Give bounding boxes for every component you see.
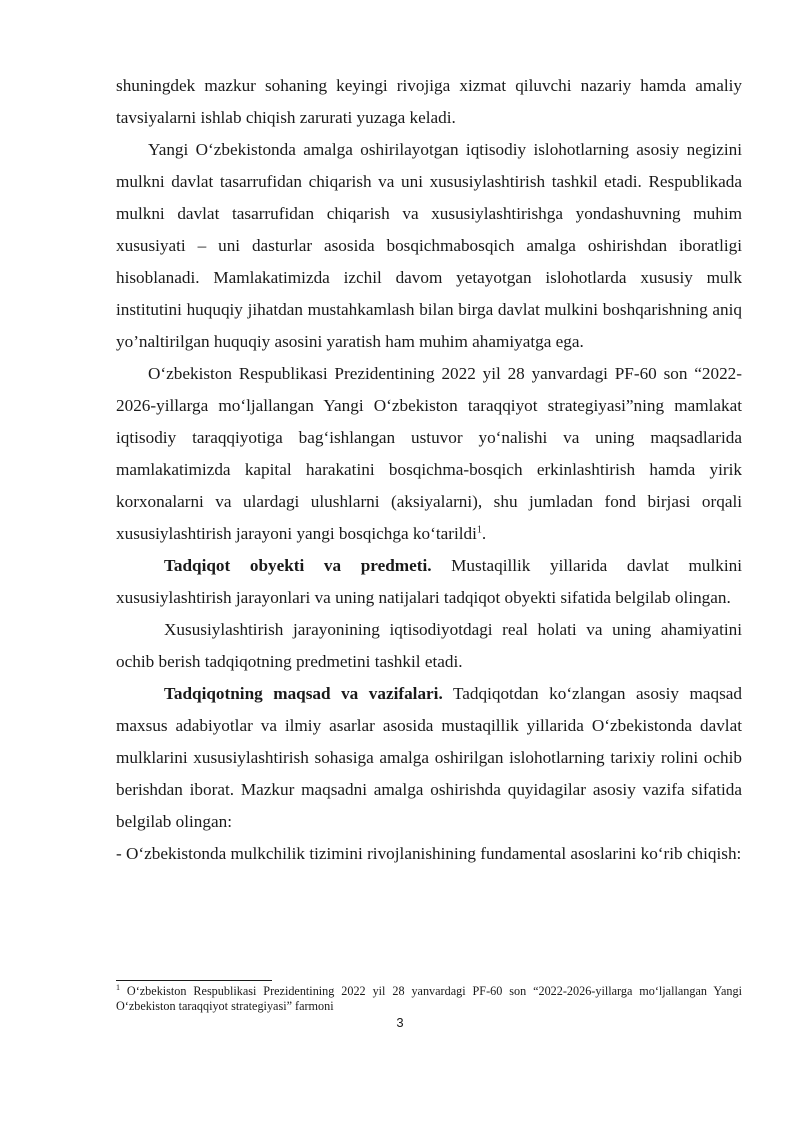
research-object-heading: Tadqiqot obyekti va predmeti. bbox=[164, 556, 432, 575]
page-number: 3 bbox=[396, 1015, 404, 1030]
paragraph-research-subject: Xususiylashtirish jarayonining iqtisodiyotdagi real holati va uning ahamiyatini ochib berish tadqiqotning predmetini tashkil etadi. bbox=[116, 620, 742, 671]
paragraph-research-object bbox=[116, 550, 742, 614]
footnote-reference[interactable]: 1 bbox=[476, 524, 482, 536]
footnote-text: O‘zbekiston Respublikasi Prezidentining 2022 yil 28 yanvardagi PF-60 son “2022-2026-yillarga mo‘ljallangan Yangi O‘zbekiston taraqqiyot strategiyasi” farmoni bbox=[116, 984, 742, 1013]
page-body bbox=[116, 70, 742, 870]
paragraph-presidential-decree-text: O‘zbekiston Respublikasi Prezidentining 2022 yil 28 yanvardagi PF-60 son “2022-2026-yillarga mo‘ljallangan Yangi O‘zbekiston taraqqiyot strategiyasi”ning mamlakat iqtisodiy taraqqiyotiga bag‘ishlangan ustuvor yo‘nalishi va uning maqsadlarida mamlakatimizda kapital harakatini bosqichma-bosqich erkinlashtirish hamda yirik korxonalarni va ulardagi ulushlarni (aksiyalarni), shu jumladan fond birjasi orqali xususiylashtirish jarayoni yangi bosqichga ko‘tarildi bbox=[116, 364, 742, 543]
research-goals-heading: Tadqiqotning maqsad va vazifalari. bbox=[164, 684, 443, 703]
paragraph-presidential-decree: O‘zbekiston Respublikasi Prezidentining 2022 yil 28 yanvardagi PF-60 son “2022-2026-yillarga mo‘ljallangan Yangi O‘zbekiston taraqqiyot strategiyasi”ning mamlakat iqtisodiy taraqqiyotiga bag‘ishlangan ustuvor yo‘nalishi va uning maqsadlarida mamlakatimizda kapital harakatini bosqichma-bosqich erkinlashtirish hamda yirik korxonalarni va ulardagi ulushlarni (aksiyalarni), shu jumladan fond birjasi orqali xususiylashtirish jarayoni yangi bosqichga ko‘tarildi$^1$. bbox=[116, 364, 742, 543]
footnote bbox=[116, 984, 742, 1014]
paragraph-research-goals bbox=[116, 678, 742, 838]
footnote-divider bbox=[116, 980, 272, 981]
research-goals-text: Tadqiqotdan ko‘zlangan asosiy maqsad maxsus adabiyotlar va ilmiy asarlar asosida mustaqillik yillarida O‘zbekistonda davlat mulklarini xususiylashtirish sohasiga amalga oshirilgan islohotlarning tarixiy rolini ochib berishdan iborat. Mazkur maqsadni amalga oshirishda quyidagilar asosiy vazifa sifatida belgilab olingan: bbox=[116, 684, 743, 831]
research-object-text: Mustaqillik yillarida davlat mulkini xususiylashtirish jarayonlari va uning natijalari tadqiqot obyekti sifatida belgilab olingan. bbox=[116, 556, 742, 607]
footnote-marker: 1 bbox=[116, 982, 120, 992]
list-item-task-1: - O‘zbekistonda mulkchilik tizimini rivojlanishining fundamental asoslarini ko‘rib chiqish: bbox=[116, 844, 742, 863]
paragraph-intro-continuation: shuningdek mazkur sohaning keyingi rivojiga xizmat qiluvchi nazariy hamda amaliy tavsiyalarni ishlab chiqish zarurati yuzaga keladi. bbox=[116, 76, 742, 127]
paragraph-privatization-basis: Yangi O‘zbekistonda amalga oshirilayotgan iqtisodiy islohotlarning asosiy negizini mulkni davlat tasarrufidan chiqarish va uni xususiylashtirish tashkil etadi. Respublikada mulkni davlat tasarrufidan chiqarish va xususiylashtirishga yondashuvning muhim xususiyati – uni dasturlar asosida bosqichmabosqich amalga oshirishdan iboratligi hisoblanadi. Mamlakatimizda izchil davom yetayotgan islohotlarda xususiy mulk institutini huquqiy jihatdan mustahkamlash bilan birga davlat mulkini boshqarishning aniq yo’naltirilgan huquqiy asosini yaratish ham muhim ahamiyatga ega. bbox=[116, 140, 742, 351]
